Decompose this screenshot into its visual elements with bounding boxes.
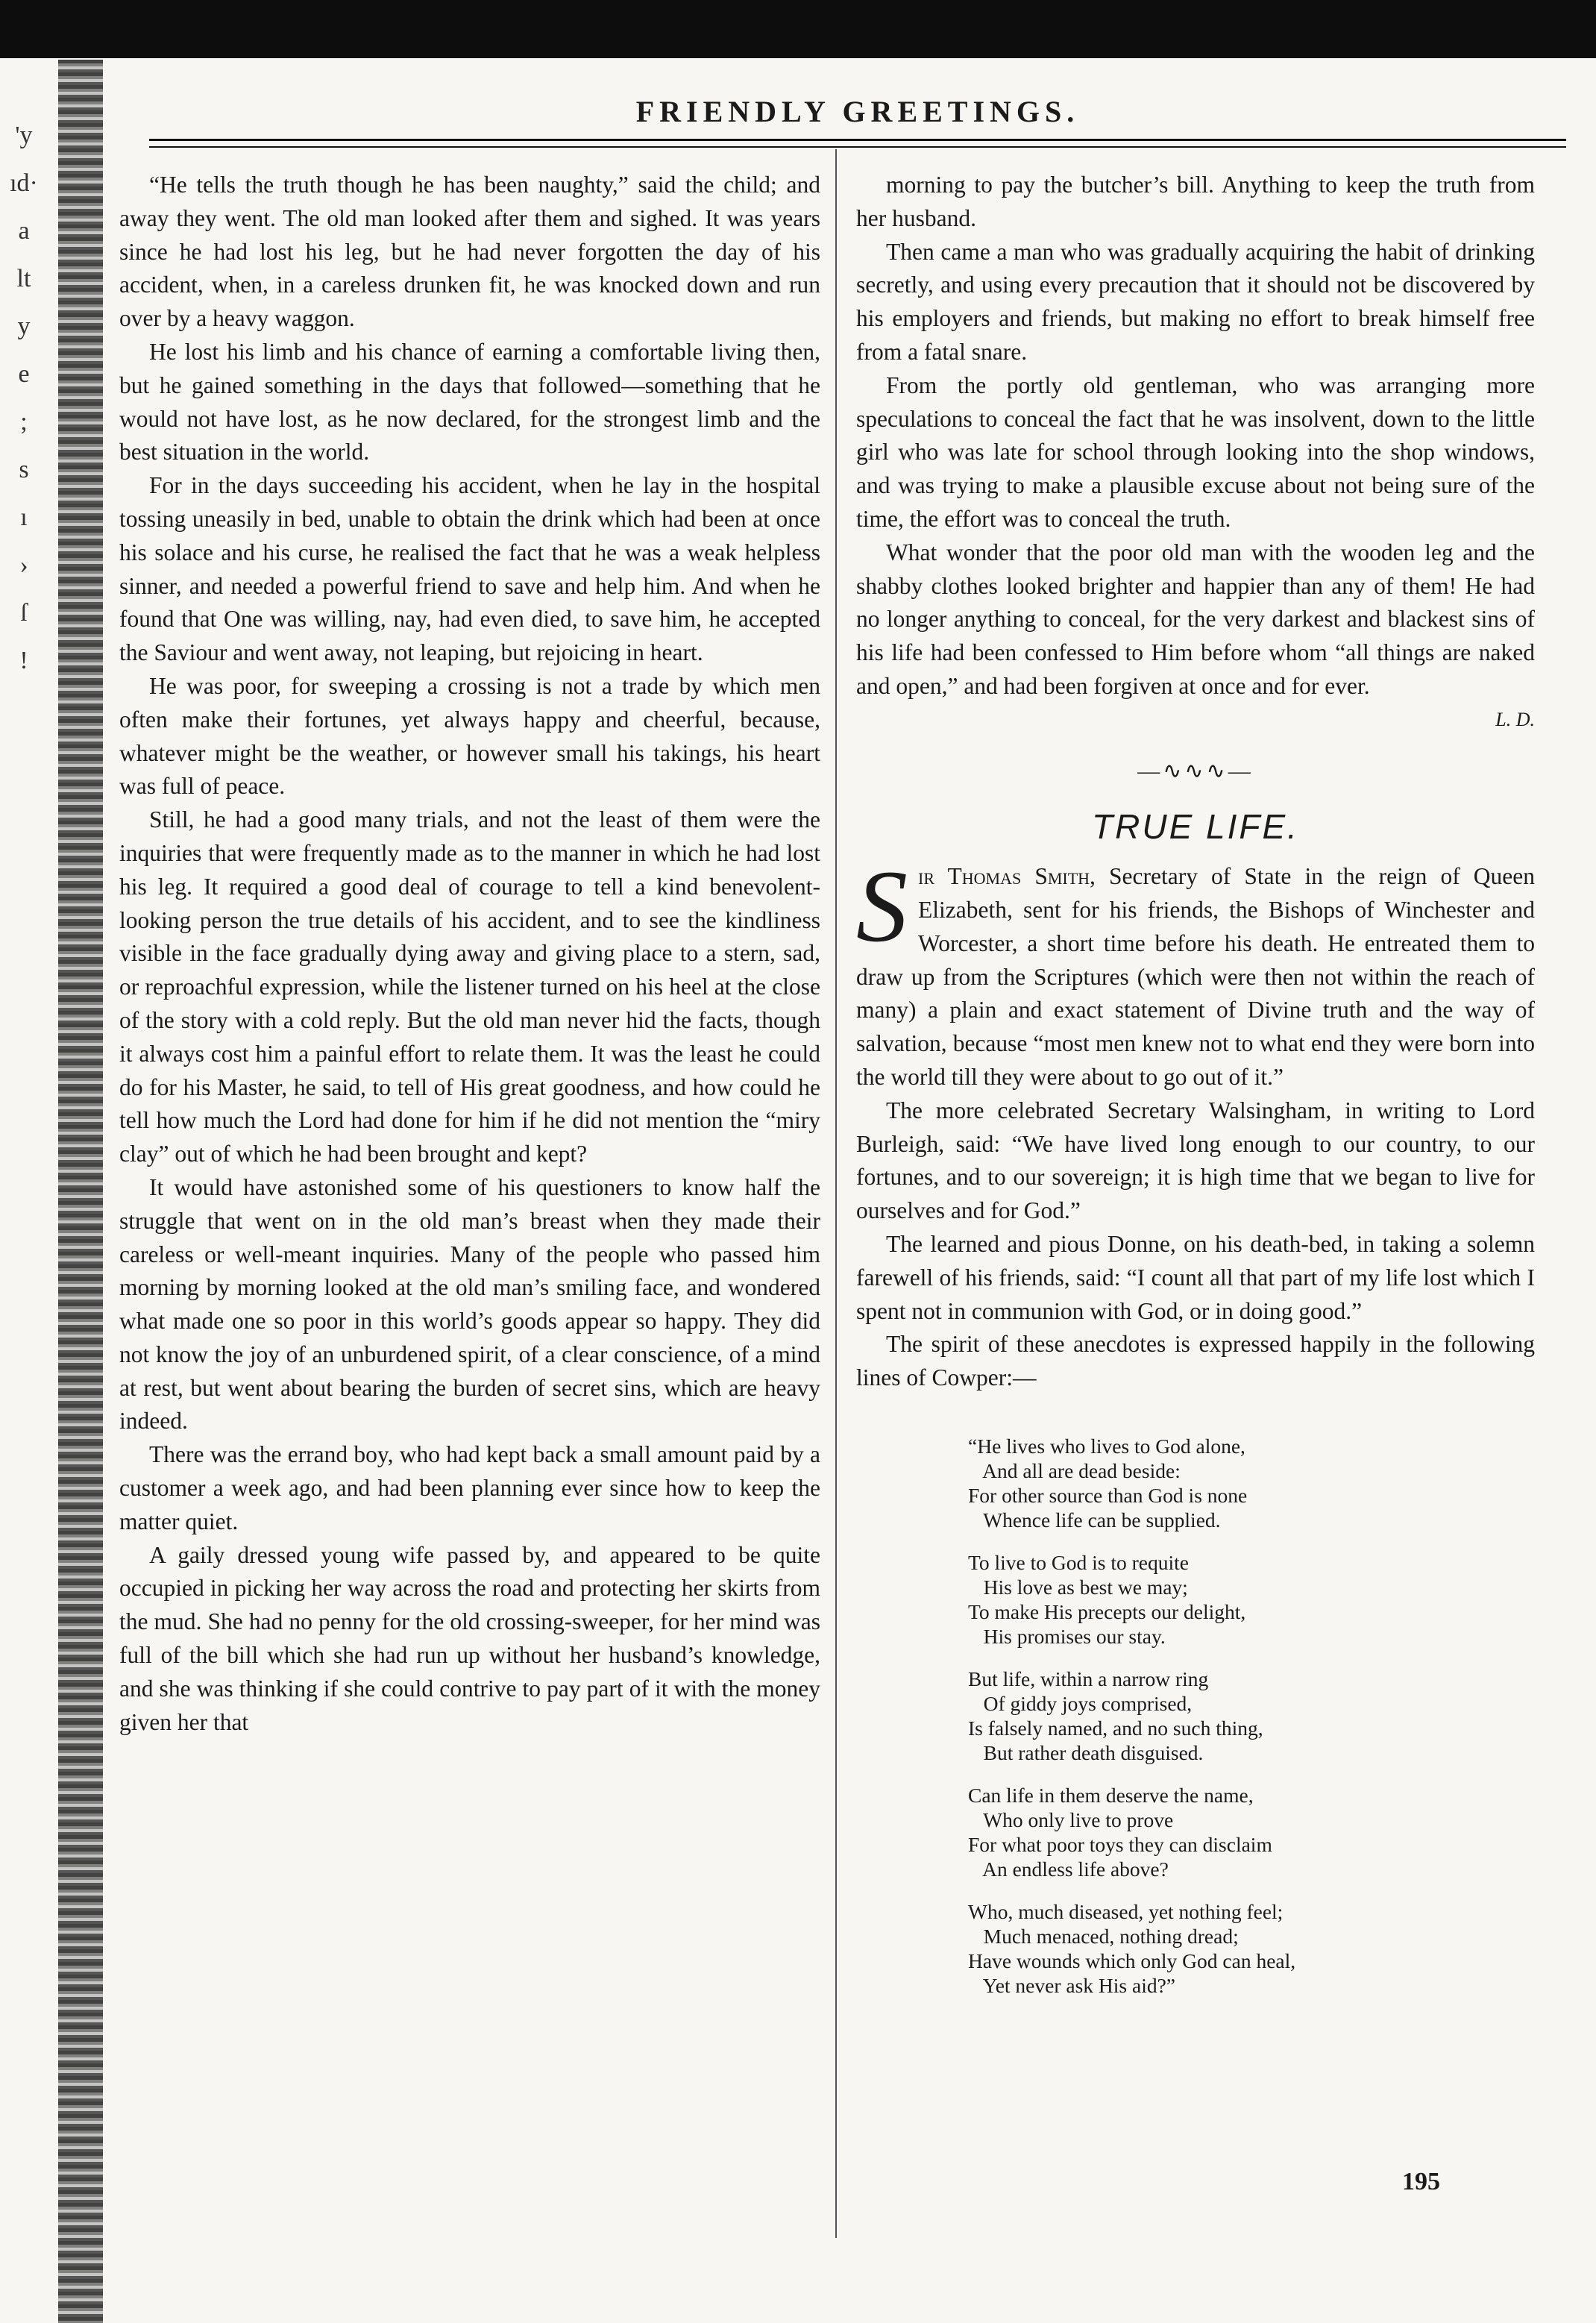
article-paragraph: The learned and pious Donne, on his death-bed, in taking a solemn farewell of his friends, said: “I count all that part of my life lost which I spent not in communion with God, or in doing good.” (856, 1230, 1535, 1324)
article-title: TRUE LIFE. (1092, 807, 1299, 847)
right-paragraph: Then came a man who was gradually acquiring the habit of drinking secretly, and using every precaution that it should not be discovered by his employers and friends, but making no effort to break himself free from a fatal snare. (856, 238, 1535, 365)
signature: L. D. (1495, 708, 1535, 730)
running-head: FRIENDLY GREETINGS. (635, 95, 1080, 128)
top-rule (0, 0, 1596, 58)
margin-fragments (3, 112, 45, 685)
poem-line: For other source than God is none (968, 1483, 1248, 1507)
poem-line: To make His precepts our delight, (968, 1599, 1246, 1623)
page-number: 195 (1402, 2168, 1440, 2195)
margin-fragment: › (19, 551, 28, 579)
poem-stanza (968, 1550, 1535, 1649)
article-first-paragraph (856, 849, 1535, 1094)
right-paragraph: From the portly old gentleman, who was arranging more speculations to conceal the fact that he was insolvent, down to the little girl who was late for school through looking into the shop windows, and was trying to make a plausible excuse about not being sure of the time, the effort was to conceal the truth. (856, 372, 1535, 532)
margin-fragment: ıd· (10, 169, 38, 197)
poem-line: An endless life above? (968, 1857, 1169, 1881)
article-paragraph: The more celebrated Secretary Walsingham, in writing to Lord Burleigh, said: “We have lived long enough to our country, to our fortunes, and to our sovereign; it is high time that we began to live for ourselves and for God.” (856, 1097, 1535, 1224)
left-paragraph: There was the errand boy, who had kept back a small amount paid by a customer a week ago, and had been planning ever since how to keep the matter quiet. (119, 1441, 820, 1534)
binding-edge (58, 60, 103, 2323)
right-paragraph: What wonder that the poor old man with the wooden leg and the shabby clothes looked brighter and happier than any of them! He had no longer anything to conceal, for the very darkest and blackest sins of his life had been confessed to Him before whom “all things are naked and open,” and had been forgiven at once and for ever. (856, 539, 1535, 699)
poem-line: His love as best we may; (968, 1575, 1188, 1599)
left-paragraph: He was poor, for sweeping a crossing is not a trade by which men often make their fortunes, yet always happy and cheerful, because, whatever might be the weather, or however small his takings, his heart was full of peace. (119, 672, 820, 800)
poem-line: His promises our stay. (968, 1624, 1166, 1648)
article-paragraphs (856, 1094, 1535, 1395)
margin-fragment: ſ (20, 599, 28, 627)
poem-line: Who only live to prove (968, 1808, 1174, 1831)
poem-line: To live to God is to requite (968, 1550, 1189, 1574)
margin-fragment: lt (16, 265, 31, 292)
poem-line: And all are dead beside: (968, 1458, 1181, 1482)
poem-line: “He lives who lives to God alone, (968, 1434, 1245, 1458)
margin-fragment: ı (20, 504, 28, 531)
cowper-poem (968, 1434, 1535, 1998)
article-paragraph: The spirit of these anecdotes is expressed happily in the following lines of Cowper:— (856, 1331, 1535, 1391)
article-opening-name: ir Thomas Smith, (918, 863, 1096, 890)
margin-fragment: ! (19, 647, 28, 674)
margin-fragment: a (18, 217, 30, 245)
poem-line: Who, much diseased, yet nothing feel; (968, 1899, 1284, 1923)
left-paragraph: For in the days succeeding his accident, when he lay in the hospital tossing uneasily in bed, unable to obtain the drink which had been at once his solace and his curse, he realised the fact that he was a weak helpless sinner, and needed a powerful friend to save and help him. And when he found that One was willing, nay, had even died, to save him, he accepted the Saviour and went away, not leaping, but rejoicing in heart. (119, 472, 820, 666)
poem-line: Whence life can be supplied. (968, 1508, 1221, 1532)
poem-line: But rather death disguised. (968, 1740, 1204, 1764)
poem-line: But life, within a narrow ring (968, 1667, 1209, 1690)
drop-cap: S (856, 849, 908, 964)
margin-fragment: ; (20, 408, 28, 436)
section-ornament: —∿∿∿— (1137, 758, 1254, 783)
left-paragraph: He lost his limb and his chance of earning a comfortable living then, but he gained something in the days that followed—something that he would not have lost, as he now declared, for the strongest limb and the best situation in the world. (119, 338, 820, 465)
poem-line: Have wounds which only God can heal, (968, 1949, 1296, 1972)
poem-line: Can life in them deserve the name, (968, 1783, 1254, 1807)
poem-line: For what poor toys they can disclaim (968, 1832, 1272, 1856)
margin-fragment: e (18, 360, 30, 388)
poem-stanza (968, 1667, 1535, 1765)
poem-stanza (968, 1899, 1535, 1998)
column-divider (835, 149, 837, 2238)
right-column (856, 169, 1535, 2016)
head-rule (149, 139, 1566, 148)
margin-fragment: 'y (15, 122, 33, 149)
poem-line: Of giddy joys comprised, (968, 1691, 1193, 1715)
right-column-paragraphs (856, 169, 1535, 703)
left-paragraph: “He tells the truth though he has been naughty,” said the child; and away they went. The old man looked after them and sighed. It was years since he had lost his leg, but he had never forgotten the day of his accident, when, in a careless drunken fit, he was knocked down and run over by a heavy waggon. (119, 172, 820, 332)
left-paragraph: Still, he had a good many trials, and not the least of them were the inquiries that were frequently made as to the manner in which he had lost his leg. It required a good deal of courage to tell a kind benevolent-looking person the true details of his accident, and to see the kindliness visible in the face gradually dying away and giving place to a stern, sad, or reproachful expression, while the listener turned on his heel at the close of the story with a cold reply. But the old man never hid the facts, though it always cost him a painful effort to relate them. It was the least he could do for his Master, he said, to tell of His great goodness, and how could he tell how much the Lord had done for him if he did not mention the “miry clay” out of which he had been brought and kept? (119, 806, 820, 1167)
margin-fragment: s (19, 456, 29, 483)
left-paragraph: It would have astonished some of his questioners to know half the struggle that went on in the old man’s breast when they made their careless or well-meant inquiries. Many of the people who passed him morning by morning looked at the old man’s smiling face, and wondered what made one so poor in this world’s goods appear so happy. They did not know the joy of an unburdened spirit, of a clear conscience, of a mind at rest, but went about bearing the burden of secret sins, which are heavy indeed. (119, 1173, 820, 1435)
article-opening-text: Secretary of State in the reign of Queen Elizabeth, sent for his friends, the Bishops of Winchester and Worcester, a short time before his death. He entreated them to draw up from the Scriptures (which were then not within the reach of many) a plain and exact statement of Divine truth and the way of salvation, because “most men knew not to what end they were born into the world till they were about to go out of it.” (856, 863, 1535, 1090)
poem-line: Is falsely named, and no such thing, (968, 1716, 1263, 1740)
poem-line: Yet never ask His aid?” (968, 1973, 1175, 1997)
poem-line: Much menaced, nothing dread; (968, 1924, 1239, 1948)
margin-fragment: y (17, 313, 31, 340)
right-paragraph: morning to pay the butcher’s bill. Anything to keep the truth from her husband. (856, 172, 1535, 231)
left-column (119, 169, 820, 1739)
poem-stanza (968, 1783, 1535, 1881)
poem-stanza (968, 1434, 1535, 1532)
left-paragraph: A gaily dressed young wife passed by, and appeared to be quite occupied in picking her way across the road and protecting her skirts from the mud. She had no penny for the old crossing-sweeper, for her mind was full of the bill which she had run up without her husband’s knowledge, and she was thinking if she could contrive to pay part of it with the money given her that (119, 1541, 820, 1735)
